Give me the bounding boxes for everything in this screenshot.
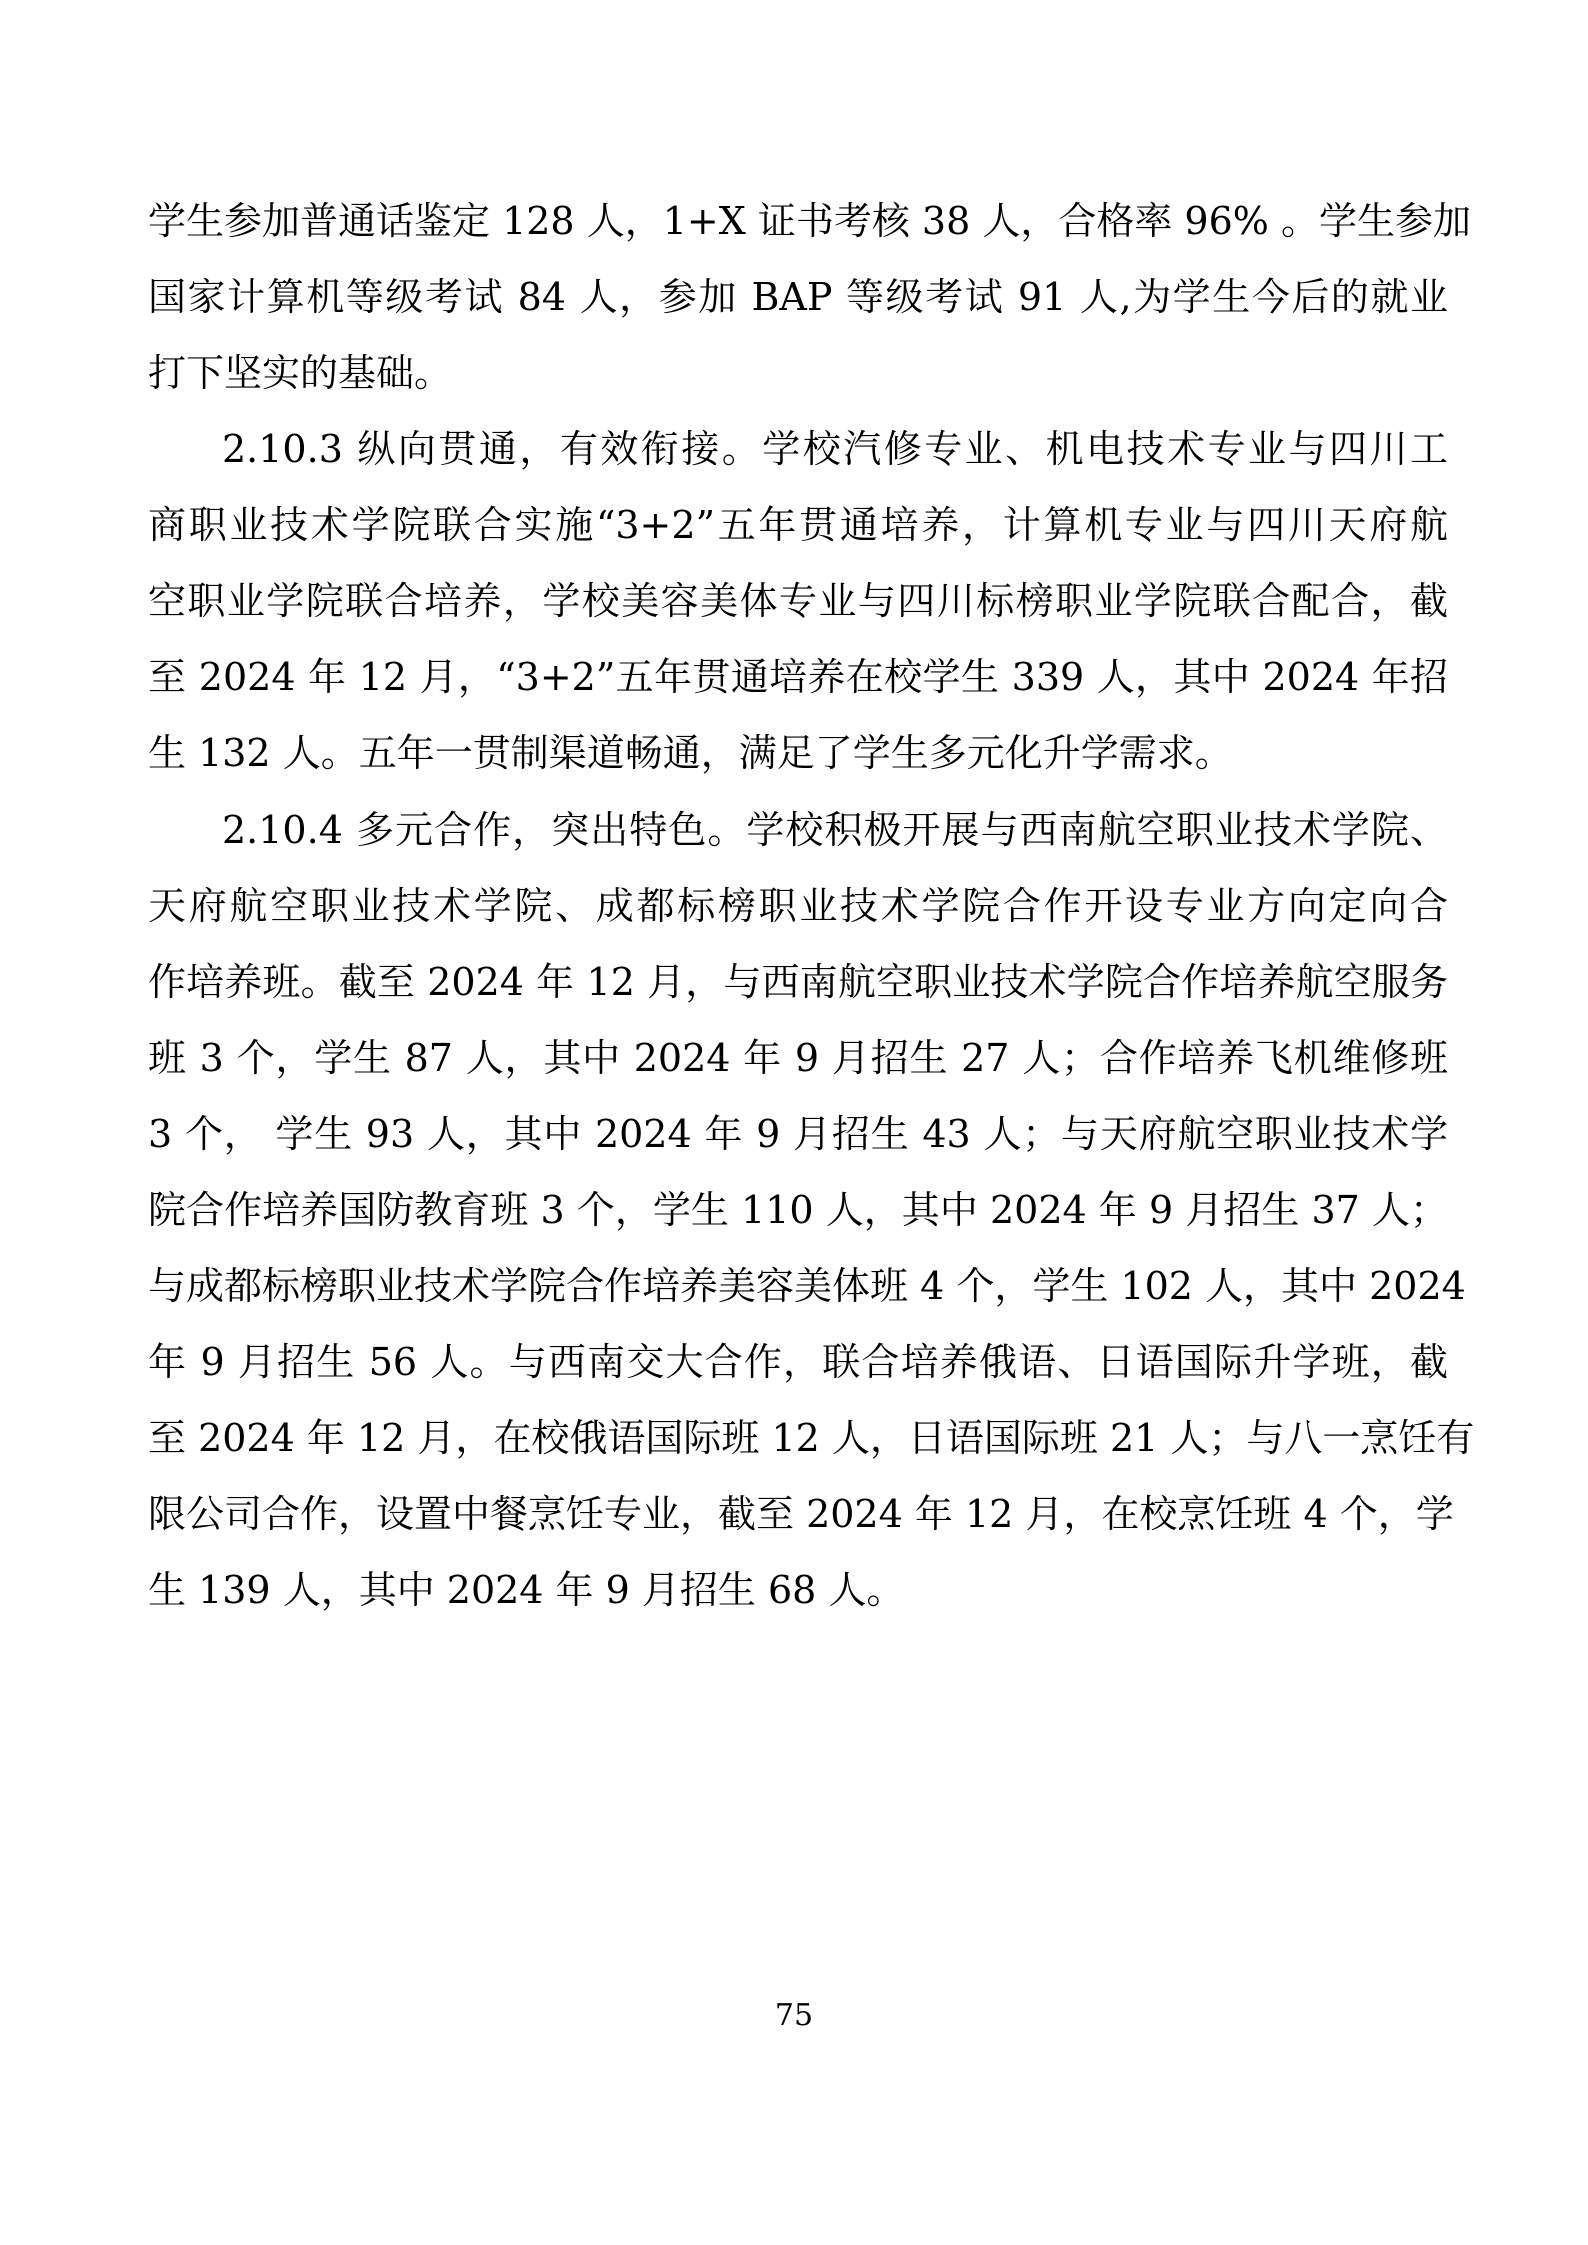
page-number: 75 bbox=[774, 1998, 814, 2033]
paragraph-line: 生 139 人，其中 2024 年 9 月招生 68 人。 bbox=[148, 1568, 905, 1612]
paragraph-line: 与成都标榜职业技术学院合作培养美容美体班 4 个，学生 102 人，其中 2024 bbox=[148, 1264, 1466, 1308]
paragraph-line: 3 个， 学生 93 人，其中 2024 年 9 月招生 43 人；与天府航空职业技术学 bbox=[148, 1112, 1448, 1156]
paragraph-line: 院合作培养国防教育班 3 个，学生 110 人，其中 2024 年 9 月招生 37 人； bbox=[148, 1188, 1448, 1232]
paragraph-line: 天府航空职业技术学院、成都标榜职业技术学院合作开设专业方向定向合 bbox=[148, 884, 1448, 928]
paragraph-line: 生 132 人。五年一贯制渠道畅通，满足了学生多元化升学需求。 bbox=[148, 731, 1233, 775]
paragraph-line: 至 2024 年 12 月，“3+2”五年贯通培养在校学生 339 人，其中 2024 年招 bbox=[148, 655, 1448, 699]
paragraph-line: 作培养班。截至 2024 年 12 月，与西南航空职业技术学院合作培养航空服务 bbox=[148, 960, 1448, 1004]
paragraph-line: 至 2024 年 12 月，在校俄语国际班 12 人，日语国际班 21 人；与八一烹饪有 bbox=[148, 1416, 1475, 1460]
paragraph-line: 打下坚实的基础。 bbox=[148, 351, 453, 395]
paragraph-line: 商职业技术学院联合实施“3+2”五年贯通培养，计算机专业与四川天府航 bbox=[148, 503, 1448, 547]
paragraph-line: 空职业学院联合培养，学校美容美体专业与四川标榜职业学院联合配合，截 bbox=[148, 579, 1448, 623]
paragraph-line: 学生参加普通话鉴定 128 人，1+X 证书考核 38 人，合格率 96% 。学生参加 bbox=[148, 199, 1471, 243]
paragraph-line: 2.10.3 纵向贯通，有效衔接。学校汽修专业、机电技术专业与四川工 bbox=[222, 427, 1448, 471]
paragraph-line: 2.10.4 多元合作，突出特色。学校积极开展与西南航空职业技术学院、 bbox=[222, 808, 1448, 852]
paragraph-line: 国家计算机等级考试 84 人，参加 BAP 等级考试 91 人,为学生今后的就业 bbox=[148, 275, 1448, 319]
paragraph-line: 年 9 月招生 56 人。与西南交大合作，联合培养俄语、日语国际升学班，截 bbox=[148, 1340, 1448, 1384]
paragraph-line: 班 3 个，学生 87 人，其中 2024 年 9 月招生 27 人；合作培养飞机维修班 bbox=[148, 1036, 1448, 1080]
paragraph-line: 限公司合作，设置中餐烹饪专业，截至 2024 年 12 月，在校烹饪班 4 个，学 bbox=[148, 1492, 1454, 1536]
